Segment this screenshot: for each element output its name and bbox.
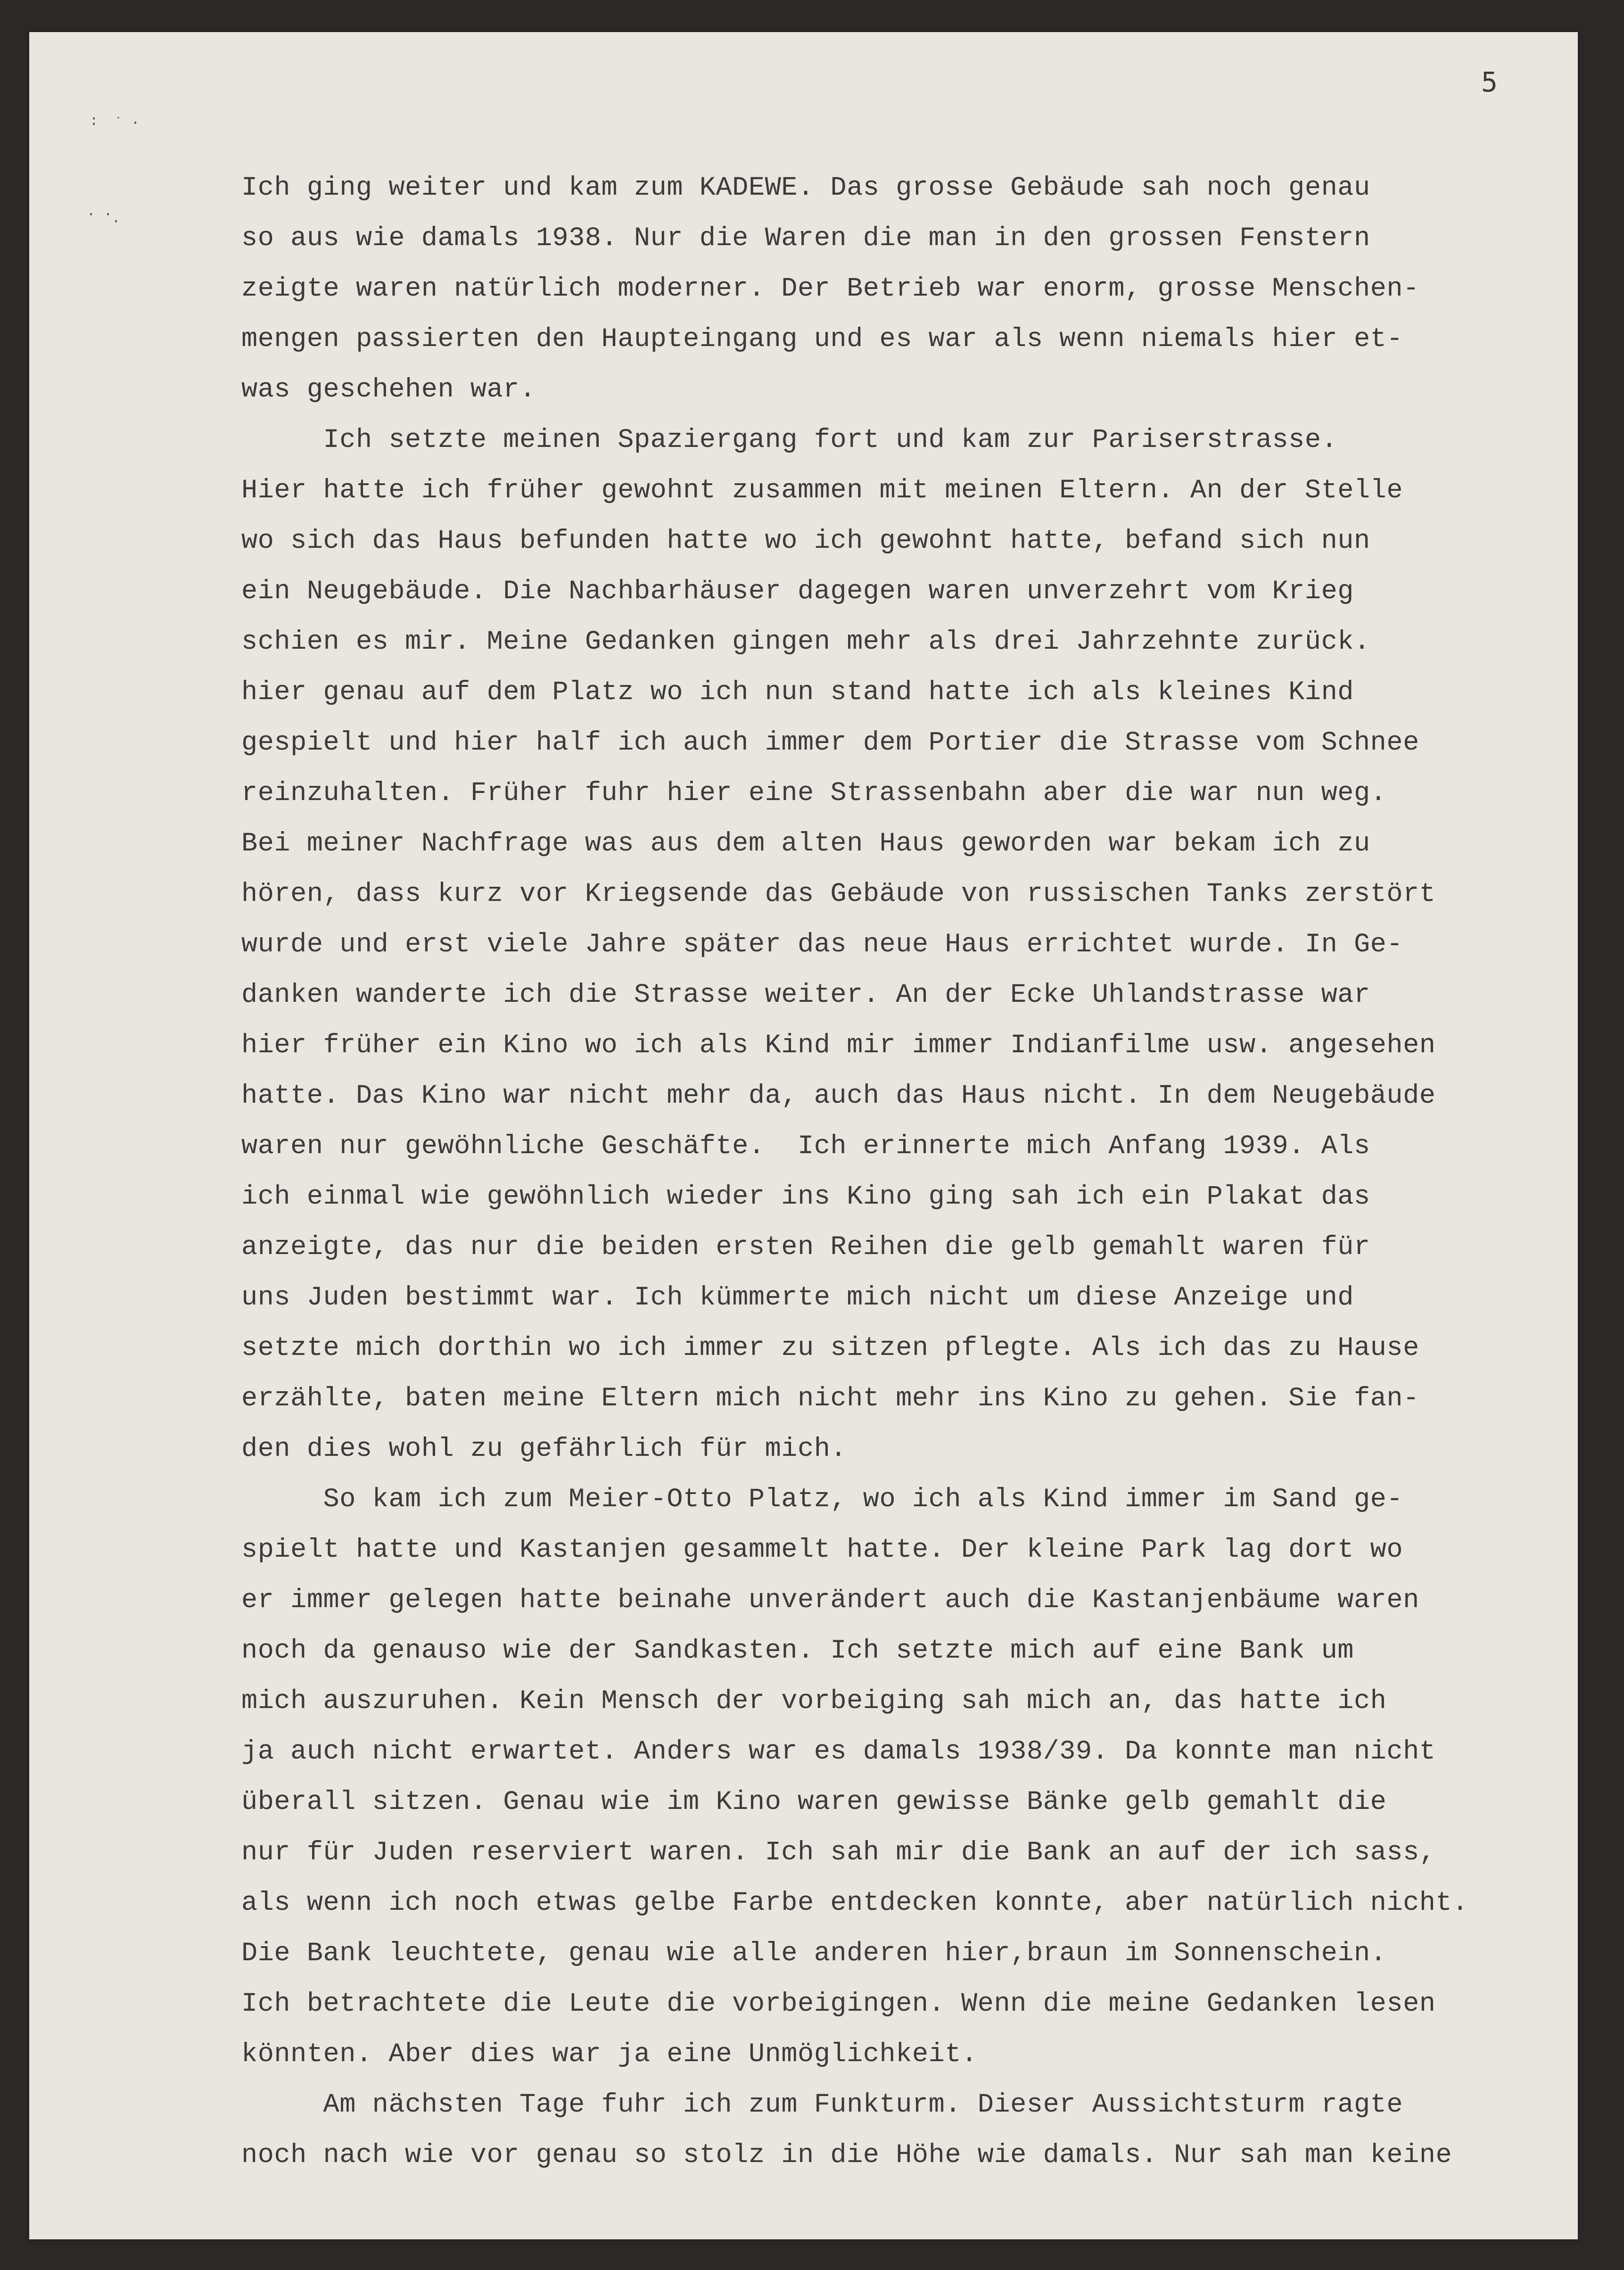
text-line: waren nur gewöhnliche Geschäfte. Ich erinnerte mich Anfang 1939. Als bbox=[241, 1131, 1370, 1162]
text-line: könnten. Aber dies war ja eine Unmöglichkeit. bbox=[241, 2039, 978, 2070]
text-line: wo sich das Haus befunden hatte wo ich gewohnt hatte, befand sich nun bbox=[241, 526, 1370, 556]
text-line: hier früher ein Kino wo ich als Kind mir immer Indianfilme usw. angesehen bbox=[241, 1031, 1436, 1061]
text-line: was geschehen war. bbox=[241, 375, 536, 405]
text-line: Ich setzte meinen Spaziergang fort und kam zur Pariserstrasse. bbox=[241, 425, 1338, 455]
text-line: Am nächsten Tage fuhr ich zum Funkturm. Dieser Aussichtsturm ragte bbox=[241, 2090, 1403, 2120]
text-line: Bei meiner Nachfrage was aus dem alten Haus geworden war bekam ich zu bbox=[241, 829, 1370, 859]
edge-mark: · bbox=[112, 214, 121, 230]
text-line: ich einmal wie gewöhnlich wieder ins Kino ging sah ich ein Plakat das bbox=[241, 1182, 1370, 1212]
edge-mark: · · bbox=[87, 206, 113, 223]
text-line: setzte mich dorthin wo ich immer zu sitzen pflegte. Als ich das zu Hause bbox=[241, 1333, 1419, 1363]
text-line: überall sitzen. Genau wie im Kino waren gewisse Bänke gelb gemahlt die bbox=[241, 1787, 1387, 1817]
edge-mark: ˙ · bbox=[114, 115, 140, 132]
text-line: danken wanderte ich die Strasse weiter. An der Ecke Uhlandstrasse war bbox=[241, 980, 1370, 1010]
text-line: wurde und erst viele Jahre später das neue Haus errichtet wurde. In Ge- bbox=[241, 930, 1403, 960]
text-line: anzeigte, das nur die beiden ersten Reihen die gelb gemahlt waren für bbox=[241, 1232, 1370, 1263]
text-line: ein Neugebäude. Die Nachbarhäuser dagegen waren unverzehrt vom Krieg bbox=[241, 577, 1354, 607]
text-line: Ich ging weiter und kam zum KADEWE. Das grosse Gebäude sah noch genau bbox=[241, 173, 1370, 203]
text-line: nur für Juden reserviert waren. Ich sah mir die Bank an auf der ich sass, bbox=[241, 1838, 1436, 1868]
text-line: reinzuhalten. Früher fuhr hier eine Strassenbahn aber die war nun weg. bbox=[241, 778, 1387, 809]
text-line: den dies wohl zu gefährlich für mich. bbox=[241, 1434, 847, 1464]
text-line: er immer gelegen hatte beinahe unverändert auch die Kastanjenbäume waren bbox=[241, 1585, 1419, 1616]
text-line: hatte. Das Kino war nicht mehr da, auch das Haus nicht. In dem Neugebäude bbox=[241, 1081, 1436, 1111]
text-line: Die Bank leuchtete, genau wie alle anderen hier,braun im Sonnenschein. bbox=[241, 1939, 1387, 1969]
text-line: hören, dass kurz vor Kriegsende das Gebäude von russischen Tanks zerstört bbox=[241, 879, 1436, 909]
text-line: schien es mir. Meine Gedanken gingen mehr als drei Jahrzehnte zurück. bbox=[241, 627, 1370, 657]
text-line: noch nach wie vor genau so stolz in die Höhe wie damals. Nur sah man keine bbox=[241, 2140, 1452, 2171]
text-line: so aus wie damals 1938. Nur die Waren die man in den grossen Fenstern bbox=[241, 223, 1370, 254]
body-text bbox=[241, 163, 1514, 2181]
text-line: spielt hatte und Kastanjen gesammelt hatte. Der kleine Park lag dort wo bbox=[241, 1535, 1403, 1565]
text-line: erzählte, baten meine Eltern mich nicht mehr ins Kino zu gehen. Sie fan- bbox=[241, 1384, 1419, 1414]
text-line: uns Juden bestimmt war. Ich kümmerte mich nicht um diese Anzeige und bbox=[241, 1283, 1354, 1313]
text-line: Hier hatte ich früher gewohnt zusammen mit meinen Eltern. An der Stelle bbox=[241, 476, 1403, 506]
text-line: noch da genauso wie der Sandkasten. Ich setzte mich auf eine Bank um bbox=[241, 1636, 1354, 1666]
text-line: zeigte waren natürlich moderner. Der Betrieb war enorm, grosse Menschen- bbox=[241, 274, 1419, 304]
text-line: Ich betrachtete die Leute die vorbeigingen. Wenn die meine Gedanken lesen bbox=[241, 1989, 1436, 2019]
text-line: gespielt und hier half ich auch immer dem Portier die Strasse vom Schnee bbox=[241, 728, 1419, 758]
page-number: 5 bbox=[1481, 66, 1498, 98]
text-line: hier genau auf dem Platz wo ich nun stand hatte ich als kleines Kind bbox=[241, 677, 1354, 708]
text-line: ja auch nicht erwartet. Anders war es damals 1938/39. Da konnte man nicht bbox=[241, 1737, 1436, 1767]
text-line: mengen passierten den Haupteingang und es war als wenn niemals hier et- bbox=[241, 324, 1403, 355]
text-line: So kam ich zum Meier-Otto Platz, wo ich als Kind immer im Sand ge- bbox=[241, 1485, 1403, 1515]
text-line: mich auszuruhen. Kein Mensch der vorbeiging sah mich an, das hatte ich bbox=[241, 1686, 1387, 1717]
edge-mark: : bbox=[90, 112, 99, 129]
text-line: als wenn ich noch etwas gelbe Farbe entdecken konnte, aber natürlich nicht. bbox=[241, 1888, 1468, 1918]
